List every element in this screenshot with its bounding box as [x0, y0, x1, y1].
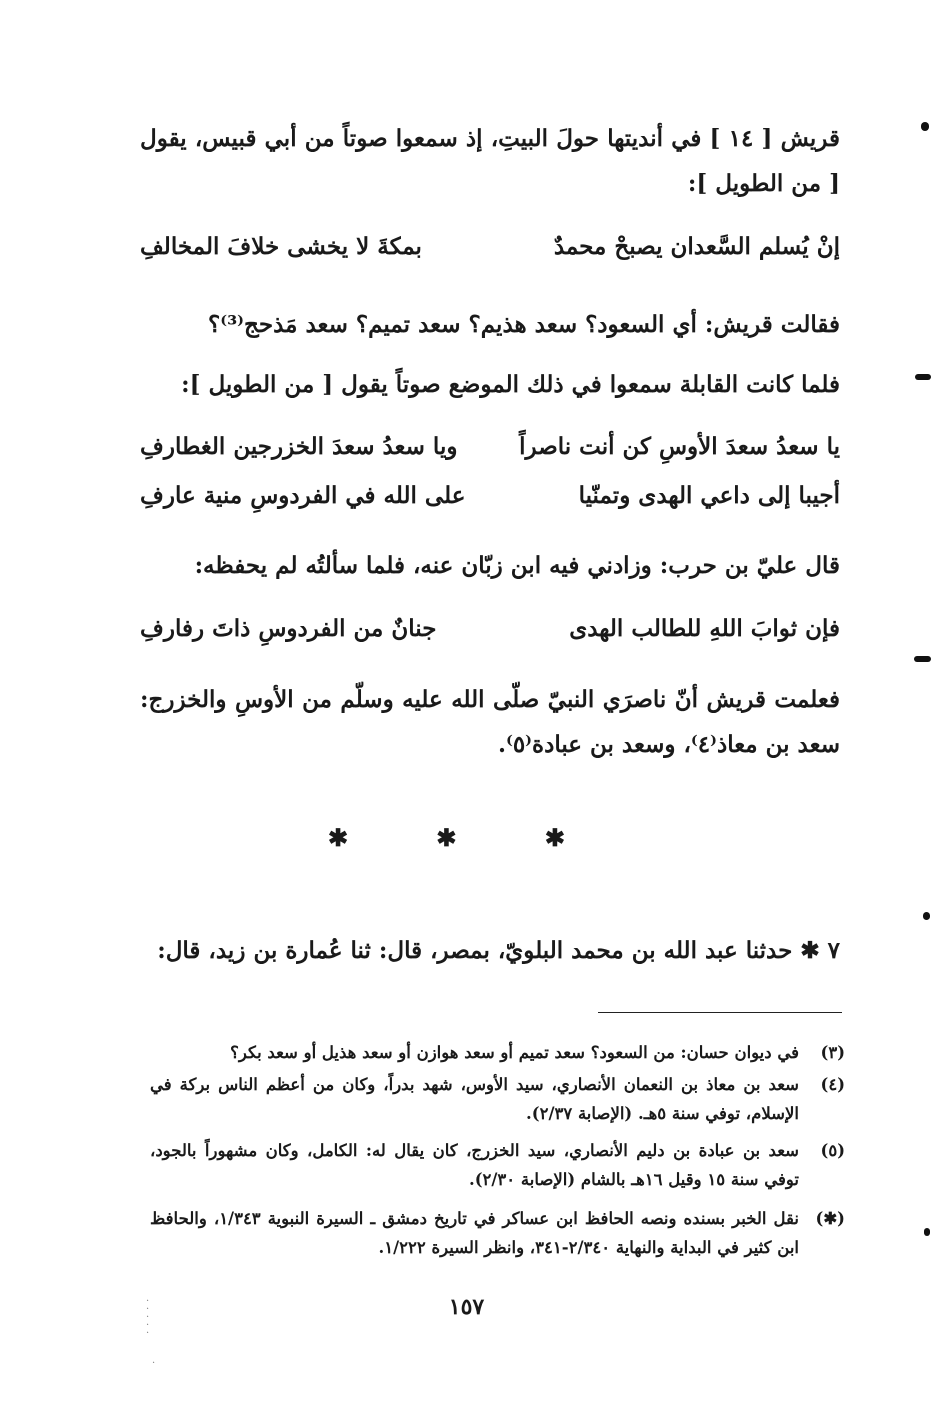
paragraph-quraysh-intro: قريش [ ١٤ ] في أنديتها حولَ البيتِ، إذ سمعوا صوتاً من أبي قبيس، يقول [ من الطويل ]:: [140, 125, 840, 197]
footnote-number: (٥): [820, 1141, 845, 1160]
footnote-text: نقل الخبر بسنده ونصه الحافظ ابن عساكر في تاريخ دمشق ـ السيرة النبوية ١/٣٤٣، والحافظ ابن كثير في البداية والنهاية ٢/٣٤٠-٣٤١، وانظر السيرة ١/٢٢٢.: [150, 1209, 799, 1257]
verse-line: [140, 221, 840, 271]
verse-first-hemistich: إنْ يُسلم السَّعدان يصبحْ محمدٌ: [553, 232, 840, 260]
scan-mark: [924, 1228, 930, 1236]
verse-first-hemistich: أجيبا إلى داعي الهدى وتمنّيا: [578, 481, 840, 509]
footnote: [150, 1204, 845, 1262]
footnote-text: سعد بن عبادة بن دليم الأنصاري، سيد الخزرج، كان يقال له: الكامل، وكان مشهوراً بالجود، توفي سنة ١٥ وقيل ١٦هـ بالشام (الإصابة ٢/٣٠).: [150, 1141, 799, 1189]
verse-first-hemistich: يا سعدُ سعدَ الأوسِ كن أنت ناصراً: [519, 432, 840, 460]
footnote-text: سعد بن معاذ بن النعمان الأنصاري، سيد الأوس، شهد بدراً، وكان من أعظم الناس بركة في الإسلام، توفي سنة ٥هـ. (الإصابة ٢/٣٧).: [150, 1075, 799, 1123]
verse-second-hemistich: على الله في الفردوسِ منية عارفِ: [140, 481, 466, 509]
verse-line: [140, 421, 840, 471]
footnote-text: في ديوان حسان: من السعود؟ سعد تميم أو سعد هوازن أو سعد هذيل أو سعد بكر؟: [230, 1043, 799, 1062]
verse-line: [140, 603, 840, 653]
verse-first-hemistich: فإن ثوابَ اللهِ للطالب الهدى: [569, 614, 840, 642]
verse-second-hemistich: جنانٌ من الفردوسِ ذاتَ رفارفِ: [140, 614, 437, 642]
paragraph-next-night: فلما كانت القابلة سمعوا في ذلك الموضع صوتاً يقول [ من الطويل ]:: [181, 371, 840, 398]
page-number: ١٥٧: [448, 1294, 485, 1320]
footnote-rule: [598, 1012, 842, 1013]
scan-mark: [915, 374, 931, 380]
footnote-number: (✱): [815, 1209, 845, 1228]
paragraph-hadith-7: ٧ ✱ حدثنا عبد الله بن محمد البلويّ، بمصر، قال: ثنا عُمارة بن زيد، قال:: [157, 937, 840, 964]
scan-speckle: ·: [152, 1358, 156, 1369]
scan-mark: [914, 656, 931, 662]
footnote: [150, 1136, 845, 1194]
paragraph-conclusion: فعلمت قريش أنّ ناصرَي النبيّ صلّى الله عليه وسلّم من الأوسِ والخزرج: سعد بن معاذ⁽٤⁾، وسعد بن عبادة⁽٥⁾.: [140, 686, 840, 758]
paragraph-question: فقالت قريش: أي السعود؟ سعد هذيم؟ سعد تميم؟ سعد مَذحج⁽³⁾؟: [208, 311, 840, 338]
footnote-number: (٤): [820, 1075, 845, 1094]
footnote: [150, 1070, 845, 1128]
verse-second-hemistich: بمكةَ لا يخشى خلافَ المخالفِ: [140, 232, 422, 260]
paragraph-ali-ibn-harb: قال عليّ بن حرب: وزادني فيه ابن زبّان عنه، فلما سألتُه لم يحفظه:: [194, 552, 840, 579]
scan-speckle: · · · · ·: [146, 1296, 150, 1339]
footnote-number: (٣): [820, 1043, 845, 1062]
section-separator: ✱ ✱ ✱: [327, 823, 606, 852]
scan-mark: [923, 912, 930, 920]
scan-mark: [921, 122, 929, 131]
verse-line: [140, 470, 840, 520]
footnote: [150, 1038, 845, 1067]
verse-second-hemistich: ويا سعدُ سعدَ الخزرجين الغطارفِ: [140, 432, 458, 460]
